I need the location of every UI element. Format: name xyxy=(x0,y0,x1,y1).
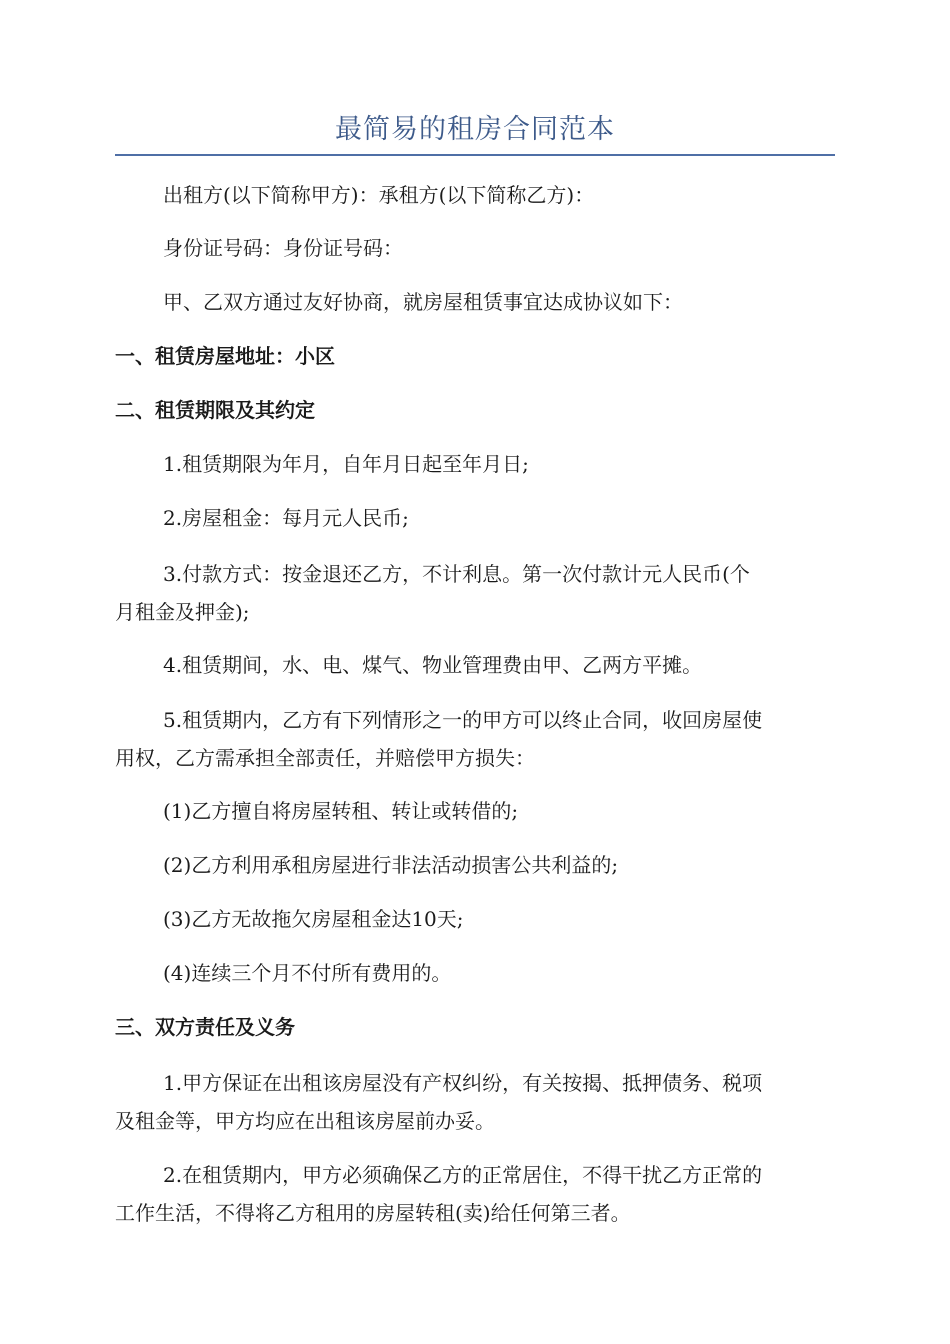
paragraph-intro: 甲、乙双方通过友好协商，就房屋租赁事宜达成协议如下： xyxy=(163,290,683,314)
clause-landlord-guarantee-line2: 及租金等，甲方均应在出租该房屋前办妥。 xyxy=(115,1109,495,1133)
clause-rent: 2.房屋租金：每月元人民币; xyxy=(163,506,409,530)
section-heading-address: 一、租赁房屋地址：小区 xyxy=(115,344,335,368)
list-item: (3)乙方无故拖欠房屋租金达10天; xyxy=(163,907,464,931)
clause-payment-line2: 月租金及押金); xyxy=(115,600,250,624)
clause-payment-line1: 3.付款方式：按金退还乙方，不计利息。第一次付款计元人民币(个 xyxy=(163,562,750,586)
clause-quiet-enjoyment-line1: 2.在租赁期内，甲方必须确保乙方的正常居住，不得干扰乙方正常的 xyxy=(163,1163,763,1187)
section-heading-term: 二、租赁期限及其约定 xyxy=(115,398,315,422)
list-item: (1)乙方擅自将房屋转租、转让或转借的; xyxy=(163,799,519,823)
clause-termination-line1: 5.租赁期内，乙方有下列情形之一的甲方可以终止合同，收回房屋使 xyxy=(163,708,763,732)
clause-landlord-guarantee-line1: 1.甲方保证在出租该房屋没有产权纠纷，有关按揭、抵押债务、税项 xyxy=(163,1071,763,1095)
clause-term: 1.租赁期限为年月，自年月日起至年月日; xyxy=(163,452,529,476)
clause-termination-line2: 用权，乙方需承担全部责任，并赔偿甲方损失： xyxy=(115,746,535,770)
page-title: 最简易的租房合同范本 xyxy=(335,114,615,145)
clause-quiet-enjoyment-line2: 工作生活，不得将乙方租用的房屋转租(卖)给任何第三者。 xyxy=(115,1201,631,1225)
title-underline xyxy=(115,154,835,156)
paragraph-id-numbers: 身份证号码：身份证号码： xyxy=(163,236,403,260)
list-item: (2)乙方利用承租房屋进行非法活动损害公共利益的; xyxy=(163,853,619,877)
clause-utilities: 4.租赁期间，水、电、煤气、物业管理费由甲、乙两方平摊。 xyxy=(163,653,703,677)
list-item: (4)连续三个月不付所有费用的。 xyxy=(163,961,452,985)
section-heading-duties: 三、双方责任及义务 xyxy=(115,1015,295,1039)
paragraph-parties: 出租方(以下简称甲方)：承租方(以下简称乙方)： xyxy=(163,183,595,207)
